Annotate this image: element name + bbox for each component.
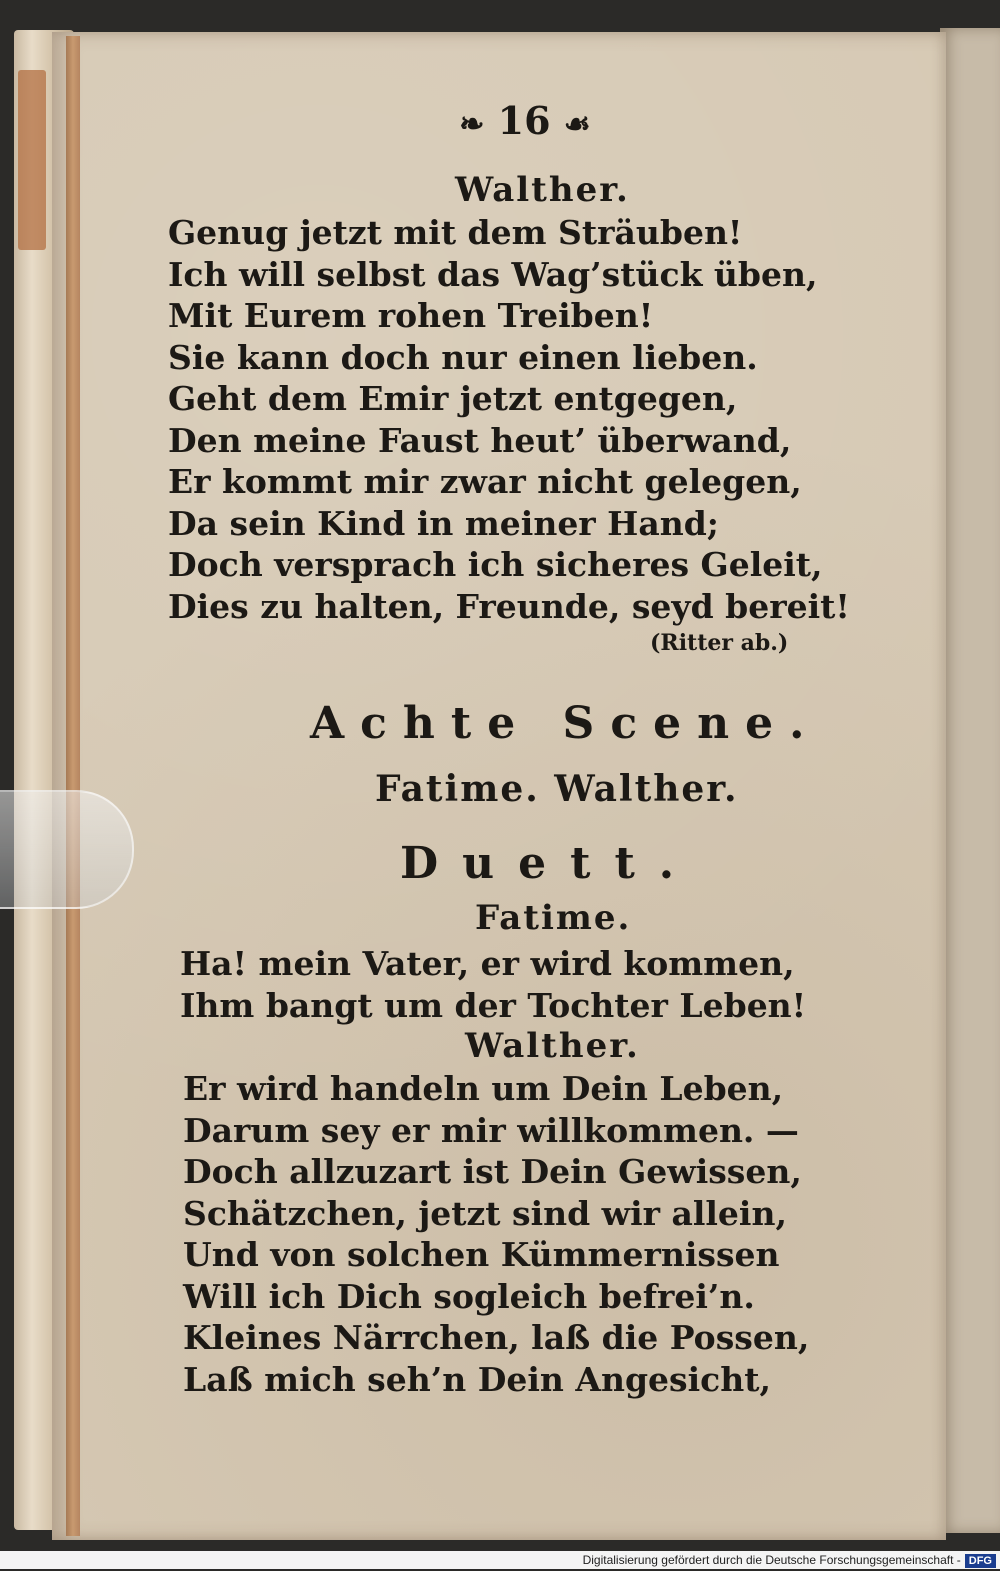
verse-line: Er wird handeln um Dein Leben, <box>183 1069 784 1108</box>
verse-line: Doch allzuzart ist Dein Gewissen, <box>183 1152 802 1191</box>
page-number: 16 <box>497 98 551 143</box>
verse-line: Da sein Kind in meiner Hand; <box>168 503 719 543</box>
verse-line: Er kommt mir zwar nicht gelegen, <box>168 462 802 501</box>
scene-title: Achte Scene. <box>310 698 821 749</box>
verse-line: Und von solchen Kümmernissen <box>183 1235 780 1274</box>
verse-line: Den meine Faust heut’ überwand, <box>168 420 792 460</box>
speaker-walther-2: Walther. <box>465 1026 640 1066</box>
verse-block-3 <box>183 1068 809 1400</box>
footer-credit <box>0 1551 1000 1569</box>
ornament-left-icon: ❧ <box>459 107 485 142</box>
speaker-walther: Walther. <box>455 170 630 210</box>
verse-block-2 <box>180 943 806 1026</box>
page-clip-icon <box>0 790 134 909</box>
verse-line: Will ich Dich sogleich befrei’n. <box>183 1276 755 1316</box>
verse-line: Geht dem Emir jetzt entgegen, <box>168 379 738 418</box>
verse-line: Sie kann doch nur einen lieben. <box>168 337 758 377</box>
verse-line: Ha! mein Vater, er wird kommen, <box>180 944 795 983</box>
verse-line: Doch versprach ich sicheres Geleit, <box>168 545 823 584</box>
footer-text: Digitalisierung gefördert durch die Deutsche Forschungsgemeinschaft - <box>582 1553 961 1567</box>
verse-block-1 <box>168 212 850 627</box>
verse-line: Schätzchen, jetzt sind wir allein, <box>183 1193 787 1233</box>
verse-line: Dies zu halten, Freunde, seyd bereit! <box>168 586 850 626</box>
stage-direction: (Ritter ab.) <box>650 630 789 656</box>
cast-list: Fatime. Walther. <box>375 768 739 810</box>
page-header <box>445 98 605 143</box>
dfg-logo-icon: DFG <box>965 1554 996 1568</box>
verse-line: Mit Eurem rohen Treiben! <box>168 296 654 335</box>
speaker-fatime: Fatime. <box>475 898 632 938</box>
verse-line: Kleines Närrchen, laß die Possen, <box>183 1318 810 1357</box>
verse-line: Darum sey er mir willkommen. — <box>183 1110 799 1150</box>
duet-title: Duett. <box>400 838 699 889</box>
ornament-right-icon: ☙ <box>563 107 591 142</box>
verse-line: Genug jetzt mit dem Sträuben! <box>168 213 743 252</box>
verse-line: Laß mich seh’n Dein Angesicht, <box>183 1359 771 1399</box>
verse-line: Ich will selbst das Wag’stück üben, <box>168 254 818 294</box>
verse-line: Ihm bangt um der Tochter Leben! <box>180 985 807 1025</box>
